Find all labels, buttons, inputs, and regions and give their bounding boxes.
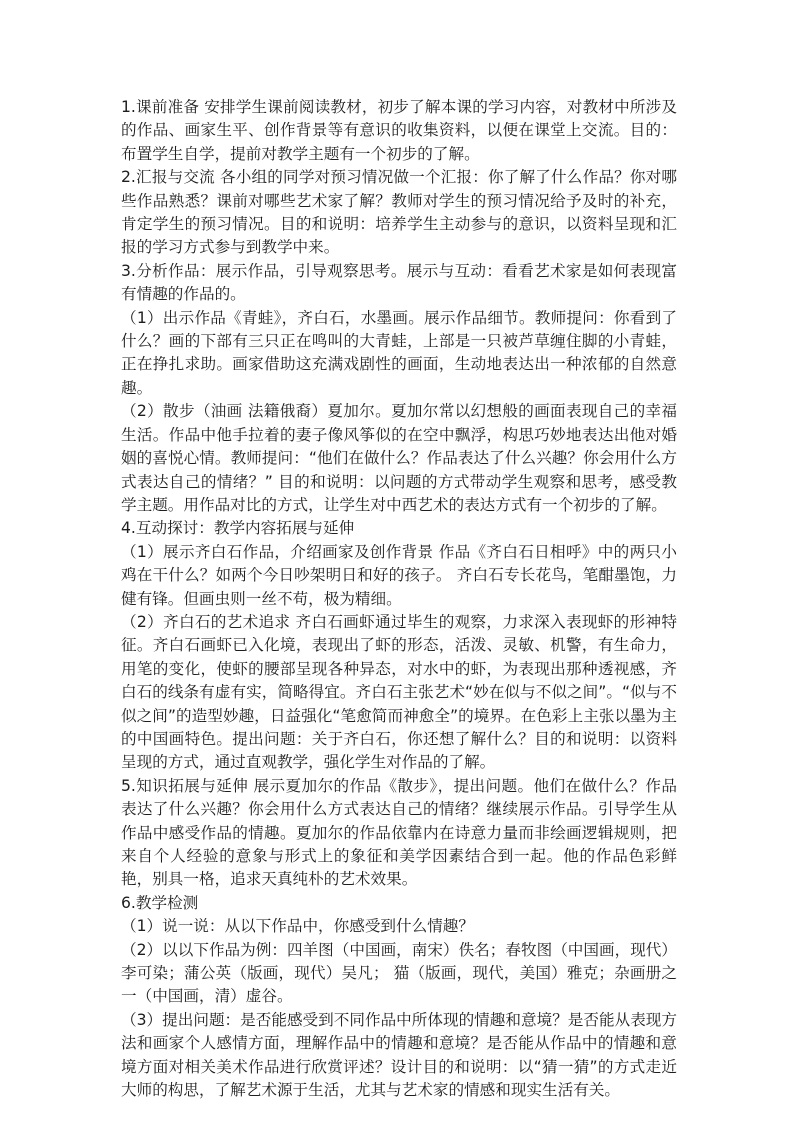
paragraph-frog-artwork: （1）出示作品《青蛙》，齐白石，水墨画。展示作品细节。教师提问：你看到了什么？画的下部有三只正在鸣叫的大青蛙，上部是一只被芦草缠住脚的小青蛙，正在挣扎求助。画家借助这充满戏剧性的画面，生动地表达出一种浓郁的自然意趣。: [121, 308, 677, 397]
paragraph-interactive-discussion: 4.互动探讨：教学内容拓展与延伸: [121, 519, 355, 538]
document-body: [121, 96, 677, 1102]
paragraph-qi-baishi-shrimp: （2）齐白石的艺术追求 齐白石画虾通过毕生的观察，力求深入表现虾的形神特征。齐白石画虾已入化境，表现出了虾的形态，活泼、灵敏、机警，有生命力，用笔的变化，使虾的腰部呈现各种异态，对水中的虾，为表现出那种透视感，齐白石的线条有虚有实，简略得宜。齐白石主张艺术“妙在似与不似之间”。“似与不似之间”的造型妙趣，日益强化“笔愈简而神愈全”的境界。在色彩上主张以墨为主的中国画特色。提出问题：关于齐白石，你还想了解什么？目的和说明：以资料呈现的方式，通过直观教学，强化学生对作品的了解。: [121, 612, 677, 772]
paragraph-promenade-artwork: （2）散步（油画 法籍俄裔）夏加尔。夏加尔常以幻想般的画面表现自己的幸福生活。作品中他手拉着的妻子像风筝似的在空中飘浮，构思巧妙地表达出他对婚姻的喜悦心情。教师提问：“他们在做什么？作品表达了什么兴趣？你会用什么方式表达自己的情绪？” 目的和说明：以问题的方式带动学生观察和思考，感受教学主题。用作品对比的方式，让学生对中西艺术的表达方式有一个初步的了解。: [121, 402, 677, 514]
paragraph-class-preparation: 1.课前准备 安排学生课前阅读教材，初步了解本课的学习内容，对教材中所涉及的作品、画家生平、创作背景等有意识的收集资料，以便在课堂上交流。目的：布置学生自学，提前对教学主题有一个初步的了解。: [121, 98, 677, 163]
paragraph-report-exchange: 2.汇报与交流 各小组的同学对预习情况做一个汇报：你了解了什么作品？你对哪些作品熟悉？课前对哪些艺术家了解？教师对学生的预习情况给予及时的补充，肯定学生的预习情况。目的和说明：培养学生主动参与的意识，以资料呈现和汇报的学习方式参与到教学中来。: [121, 168, 677, 257]
paragraph-teaching-assessment: 6.教学检测: [121, 893, 199, 912]
paragraph-assessment-questions: （3）提出问题：是否能感受到不同作品中所体现的情趣和意境？是否能从表现方法和画家个人感情方面，理解作品中的情趣和意境？是否能从作品中的情趣和意境方面对相关美术作品进行欣赏评述？设计目的和说明：以“猜一猜”的方式走近大师的构思，了解艺术源于生活，尤其与艺术家的情感和现实生活有关。: [121, 1010, 677, 1100]
paragraph-assessment-say: （1）说一说：从以下作品中，你感受到什么情趣？: [121, 917, 474, 936]
paragraph-qi-baishi-chicks: （1）展示齐白石作品，介绍画家及创作背景 作品《齐白石日相呼》中的两只小鸡在干什么？如两个今日吵架明日和好的孩子。 齐白石专长花鸟，笔酣墨饱，力健有锋。但画虫则一丝不苟，极为精细。: [121, 542, 677, 608]
paragraph-knowledge-extension: 5.知识拓展与延伸 展示夏加尔的作品《散步》，提出问题。他们在做什么？作品表达了什么兴趣？你会用什么方式表达自己的情绪？继续展示作品。引导学生从作品中感受作品的情趣。夏加尔的作品依靠内在诗意力量而非绘画逻辑规则，把来自个人经验的意象与形式上的象征和美学因素结合到一起。他的作品色彩鲜艳，别具一格，追求天真纯朴的艺术效果。: [121, 776, 677, 889]
paragraph-assessment-examples: （2）以以下作品为例：四羊图（中国画，南宋）佚名；春牧图（中国画，现代）李可染；蒲公英（版画，现代）吴凡； 猫（版画，现代，美国）雅克；杂画册之一（中国画，清）虚谷。: [121, 940, 677, 1006]
paragraph-analyze-works: 3.分析作品：展示作品，引导观察思考。展示与互动：看看艺术家是如何表现富有情趣的作品的。: [121, 261, 677, 304]
